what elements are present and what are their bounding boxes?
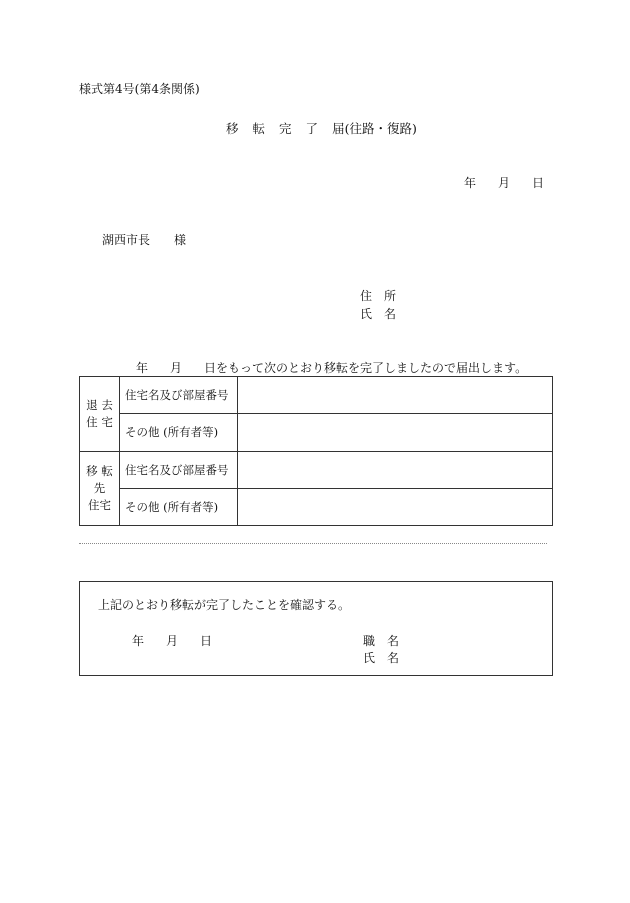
table-row	[80, 451, 553, 488]
applicant-name-label: 氏 名	[360, 307, 397, 321]
form-number: 様式第4号(第4条関係)	[79, 82, 200, 96]
confirmation-box	[79, 581, 553, 676]
confirmer-name-label: 氏 名	[363, 651, 400, 665]
applicant-address-label: 住 所	[360, 289, 397, 303]
destination-other-label: その他 (所有者等)	[120, 488, 238, 525]
table-row	[80, 414, 553, 451]
cut-line-divider	[79, 543, 547, 544]
confirmer-job-label: 職 名	[363, 634, 400, 648]
vacated-other-label: その他 (所有者等)	[120, 414, 238, 451]
confirmation-text: 上記のとおり移転が完了したことを確認する。	[98, 598, 351, 612]
destination-room-label: 住宅名及び部屋番号	[120, 451, 238, 488]
title-char-5: 届(往路・復路)	[332, 121, 417, 136]
title-char-4: 了	[305, 121, 319, 136]
confirm-day-label: 日	[200, 634, 213, 648]
confirm-month-label: 月	[166, 634, 179, 648]
destination-other-field[interactable]	[238, 488, 553, 525]
confirm-year-label: 年	[132, 634, 145, 648]
statement	[136, 359, 527, 376]
title-char-3: 完	[279, 121, 292, 136]
vacated-room-label: 住宅名及び部屋番号	[120, 377, 238, 414]
statement-month-label: 月	[170, 361, 183, 375]
confirmation-date	[132, 632, 212, 649]
date-month-label: 月	[498, 176, 511, 190]
date-year-label: 年	[464, 176, 477, 190]
table-row	[80, 488, 553, 525]
vacated-other-field[interactable]	[238, 414, 553, 451]
date-day-label: 日	[532, 176, 545, 190]
statement-year-label: 年	[136, 361, 149, 375]
submission-date	[464, 174, 544, 191]
title-char-1: 移	[226, 121, 239, 136]
destination-housing-header: 移 転 先 住宅	[80, 451, 120, 526]
vacated-housing-header: 退 去 住 宅	[80, 377, 120, 452]
addressee: 湖西市長 様	[102, 233, 187, 247]
table-row	[80, 377, 553, 414]
title-char-2: 転	[252, 121, 266, 136]
statement-text: 日をもって次のとおり移転を完了しましたので届出します。	[204, 361, 528, 375]
move-details-table	[79, 376, 553, 526]
vacated-room-field[interactable]	[238, 377, 553, 414]
destination-room-field[interactable]	[238, 451, 553, 488]
document-title	[226, 119, 417, 137]
